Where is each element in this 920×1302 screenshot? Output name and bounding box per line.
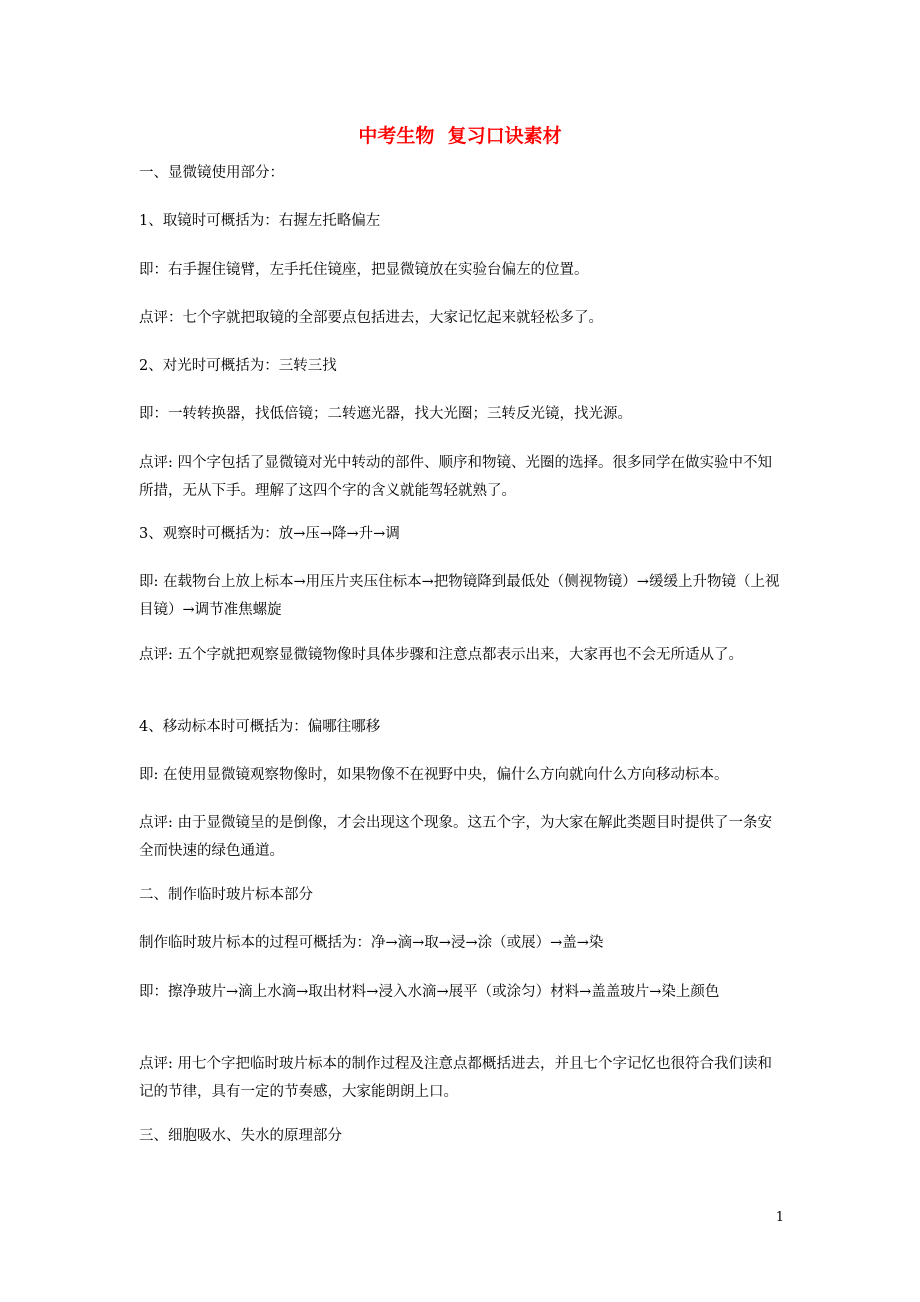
paragraph-comment-1: 点评：七个字就把取镜的全部要点包括进去，大家记忆起来就轻松多了。 xyxy=(139,310,603,326)
paragraph-4-move-specimen: 4、移动标本时可概括为：偏哪往哪移 xyxy=(139,719,381,735)
paragraph-explanation-3: 即: 在载物台上放上标本→用压片夹压住标本→把物镜降到最低处（侧视物镜）→缓缓上升物镜（上视目镜）→调节准焦螺旋 xyxy=(139,574,780,618)
paragraph-comment-3: 点评: 五个字就把观察显微镜物像时具体步骤和注意点都表示出来，大家再也不会无所适从了。 xyxy=(139,647,743,663)
section-heading-microscope: 一、显微镜使用部分： xyxy=(139,165,284,181)
section-heading-cell-water: 三、细胞吸水、失水的原理部分 xyxy=(139,1128,342,1144)
paragraph-explanation-4: 即: 在使用显微镜观察物像时，如果物像不在视野中央，偏什么方向就向什么方向移动标本。 xyxy=(139,767,729,783)
section-heading-slide-preparation: 二、制作临时玻片标本部分 xyxy=(139,887,313,903)
paragraph-3-observation: 3、观察时可概括为：放→压→降→升→调 xyxy=(139,526,400,542)
paragraph-explanation-1: 即：右手握住镜臂，左手托住镜座，把显微镜放在实验台偏左的位置。 xyxy=(139,262,589,278)
paragraph-1-fetch-microscope: 1、取镜时可概括为：右握左托略偏左 xyxy=(139,213,381,229)
paragraph-explanation-2: 即：一转转换器，找低倍镜；二转遮光器，找大光圈；三转反光镜，找光源。 xyxy=(139,406,632,422)
paragraph-comment-2: 点评: 四个字包括了显微镜对光中转动的部件、顺序和物镜、光圈的选择。很多同学在做实验中不知所措，无从下手。理解了这四个字的含义就能驾轻就熟了。 xyxy=(139,455,772,499)
paragraph-comment-slide: 点评: 用七个字把临时玻片标本的制作过程及注意点都概括进去，并且七个字记忆也很符合我们读和记的节律，具有一定的节奏感，大家能朗朗上口。 xyxy=(139,1056,772,1100)
paragraph-comment-4: 点评: 由于显微镜呈的是倒像，才会出现这个现象。这五个字，为大家在解此类题目时提供了一条安全而快速的绿色通道。 xyxy=(139,815,772,859)
document-title: 中考生物 复习口诀素材 xyxy=(358,125,562,147)
page-number: 1 xyxy=(775,1210,784,1225)
paragraph-2-light-adjustment: 2、对光时可概括为：三转三找 xyxy=(139,358,337,374)
paragraph-explanation-slide: 即：擦净玻片→滴上水滴→取出材料→浸入水滴→展平（或涂匀）材料→盖盖玻片→染上颜色 xyxy=(139,984,720,1000)
paragraph-slide-process: 制作临时玻片标本的过程可概括为：净→滴→取→浸→涂（或展）→盖→染 xyxy=(139,935,604,951)
